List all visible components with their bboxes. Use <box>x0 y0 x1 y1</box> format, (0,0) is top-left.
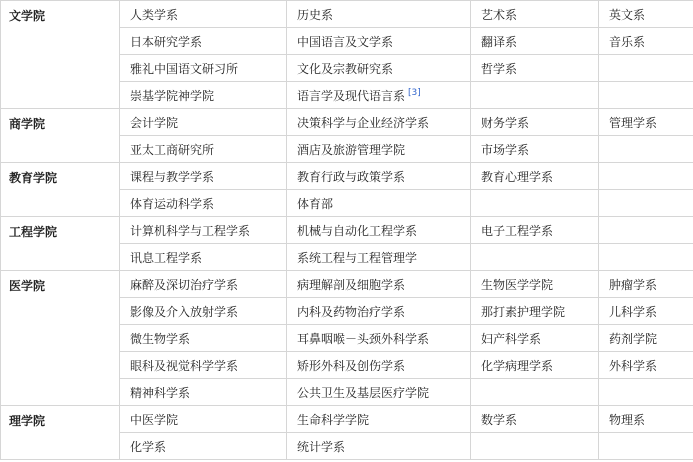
department-name: 统计学系 <box>297 439 346 454</box>
department-cell <box>471 1 599 28</box>
department-name: 雅礼中国语文研习所 <box>130 61 239 76</box>
department-name: 英文系 <box>609 7 646 22</box>
department-cell <box>287 109 471 136</box>
department-cell <box>599 55 693 82</box>
department-name: 矫形外科及创伤学系 <box>297 358 406 373</box>
department-cell <box>471 82 599 109</box>
table-body <box>1 1 693 460</box>
reference-link[interactable]: [3] <box>408 87 421 98</box>
department-cell <box>599 379 693 406</box>
department-cell <box>120 1 287 28</box>
department-cell <box>471 298 599 325</box>
department-cell <box>287 244 471 271</box>
table-row <box>1 217 693 244</box>
department-cell <box>599 136 693 163</box>
department-name: 日本研究学系 <box>130 34 203 49</box>
department-name: 管理学系 <box>609 115 658 130</box>
department-cell <box>471 163 599 190</box>
department-cell <box>120 190 287 217</box>
department-cell <box>599 190 693 217</box>
department-name: 财务学系 <box>481 115 530 130</box>
department-name: 系统工程与工程管理学 <box>297 250 418 265</box>
department-cell <box>287 136 471 163</box>
department-cell <box>287 325 471 352</box>
department-cell <box>471 244 599 271</box>
department-name: 影像及介入放射学系 <box>130 304 239 319</box>
faculty-name-cell: 教育学院 <box>1 163 120 217</box>
department-cell <box>120 379 287 406</box>
department-name: 麻醉及深切治疗学系 <box>130 277 239 292</box>
department-name: 内科及药物治疗学系 <box>297 304 406 319</box>
department-name: 会计学院 <box>130 115 179 130</box>
department-name: 酒店及旅游管理学院 <box>297 142 406 157</box>
department-cell <box>471 325 599 352</box>
table-row <box>1 109 693 136</box>
department-cell <box>471 28 599 55</box>
department-name: 计算机科学与工程学系 <box>130 223 251 238</box>
department-name: 妇产科学系 <box>481 331 542 346</box>
department-name: 公共卫生及基层医疗学院 <box>297 385 430 400</box>
faculty-name-cell: 商学院 <box>1 109 120 163</box>
department-cell <box>599 298 693 325</box>
department-cell <box>471 217 599 244</box>
department-cell <box>120 352 287 379</box>
department-cell <box>471 109 599 136</box>
department-name: 外科学系 <box>609 358 658 373</box>
department-name: 亚太工商研究所 <box>130 142 215 157</box>
department-cell <box>287 55 471 82</box>
department-name: 生物医学学院 <box>481 277 554 292</box>
department-name: 艺术系 <box>481 7 518 22</box>
department-name: 中国语言及文学系 <box>297 34 394 49</box>
department-cell <box>287 379 471 406</box>
department-name: 崇基学院神学院 <box>130 88 215 103</box>
department-cell <box>287 190 471 217</box>
department-cell <box>287 217 471 244</box>
table-row <box>1 271 693 298</box>
department-name: 决策科学与企业经济学系 <box>297 115 430 130</box>
department-cell <box>599 28 693 55</box>
department-cell <box>120 55 287 82</box>
department-cell <box>287 433 471 460</box>
department-cell <box>120 163 287 190</box>
department-name: 中医学院 <box>130 412 179 427</box>
department-name: 市场学系 <box>481 142 530 157</box>
department-cell <box>471 352 599 379</box>
department-name: 药剂学院 <box>609 331 658 346</box>
department-cell <box>120 433 287 460</box>
department-cell <box>120 298 287 325</box>
faculty-name-cell: 医学院 <box>1 271 120 406</box>
department-cell <box>287 1 471 28</box>
faculty-name-cell: 理学院 <box>1 406 120 460</box>
department-cell <box>120 28 287 55</box>
department-cell <box>471 55 599 82</box>
department-name: 教育行政与政策学系 <box>297 169 406 184</box>
department-name: 历史系 <box>297 7 334 22</box>
department-name: 电子工程学系 <box>481 223 554 238</box>
department-cell <box>471 271 599 298</box>
department-name: 眼科及视觉科学学系 <box>130 358 239 373</box>
department-name: 文化及宗教研究系 <box>297 61 394 76</box>
table-row <box>1 1 693 28</box>
department-cell <box>120 244 287 271</box>
department-cell <box>599 271 693 298</box>
department-cell <box>599 163 693 190</box>
department-cell <box>599 82 693 109</box>
department-name: 课程与教学学系 <box>130 169 215 184</box>
department-name: 语言学及现代语言系 <box>297 88 406 103</box>
department-name: 化学病理学系 <box>481 358 554 373</box>
department-name: 精神科学系 <box>130 385 191 400</box>
department-cell <box>599 325 693 352</box>
department-name: 肿瘤学系 <box>609 277 658 292</box>
table-row <box>1 163 693 190</box>
department-name: 物理系 <box>609 412 646 427</box>
department-name: 讯息工程学系 <box>130 250 203 265</box>
department-cell <box>599 433 693 460</box>
department-cell <box>120 271 287 298</box>
department-cell <box>599 406 693 433</box>
department-name: 儿科学系 <box>609 304 658 319</box>
department-name: 生命科学学院 <box>297 412 370 427</box>
department-cell <box>287 28 471 55</box>
department-cell <box>287 271 471 298</box>
department-name: 教育心理学系 <box>481 169 554 184</box>
department-cell <box>599 109 693 136</box>
department-name: 那打素护理学院 <box>481 304 566 319</box>
department-cell <box>471 136 599 163</box>
department-name: 哲学系 <box>481 61 518 76</box>
department-cell <box>120 109 287 136</box>
department-name: 音乐系 <box>609 34 646 49</box>
faculty-name-cell: 工程学院 <box>1 217 120 271</box>
faculty-name-cell: 文学院 <box>1 1 120 109</box>
department-cell <box>599 1 693 28</box>
department-name: 病理解剖及细胞学系 <box>297 277 406 292</box>
department-cell <box>471 406 599 433</box>
department-cell <box>120 136 287 163</box>
department-name: 微生物学系 <box>130 331 191 346</box>
department-cell <box>471 379 599 406</box>
department-cell <box>599 352 693 379</box>
department-cell <box>287 298 471 325</box>
department-cell <box>120 217 287 244</box>
department-name: 机械与自动化工程学系 <box>297 223 418 238</box>
department-name: 数学系 <box>481 412 518 427</box>
department-name: 人类学系 <box>130 7 179 22</box>
department-name: 耳鼻咽喉－头颈外科学系 <box>297 331 430 346</box>
department-cell <box>287 406 471 433</box>
department-cell <box>599 244 693 271</box>
department-cell <box>120 406 287 433</box>
department-cell <box>287 352 471 379</box>
department-name: 翻译系 <box>481 34 518 49</box>
department-cell <box>120 325 287 352</box>
department-cell <box>471 433 599 460</box>
department-name: 体育运动科学系 <box>130 196 215 211</box>
department-cell <box>120 82 287 109</box>
department-name: 体育部 <box>297 196 334 211</box>
department-cell <box>287 82 471 109</box>
department-cell <box>599 217 693 244</box>
department-name: 化学系 <box>130 439 167 454</box>
department-cell <box>287 163 471 190</box>
department-cell <box>471 190 599 217</box>
table-row <box>1 406 693 433</box>
